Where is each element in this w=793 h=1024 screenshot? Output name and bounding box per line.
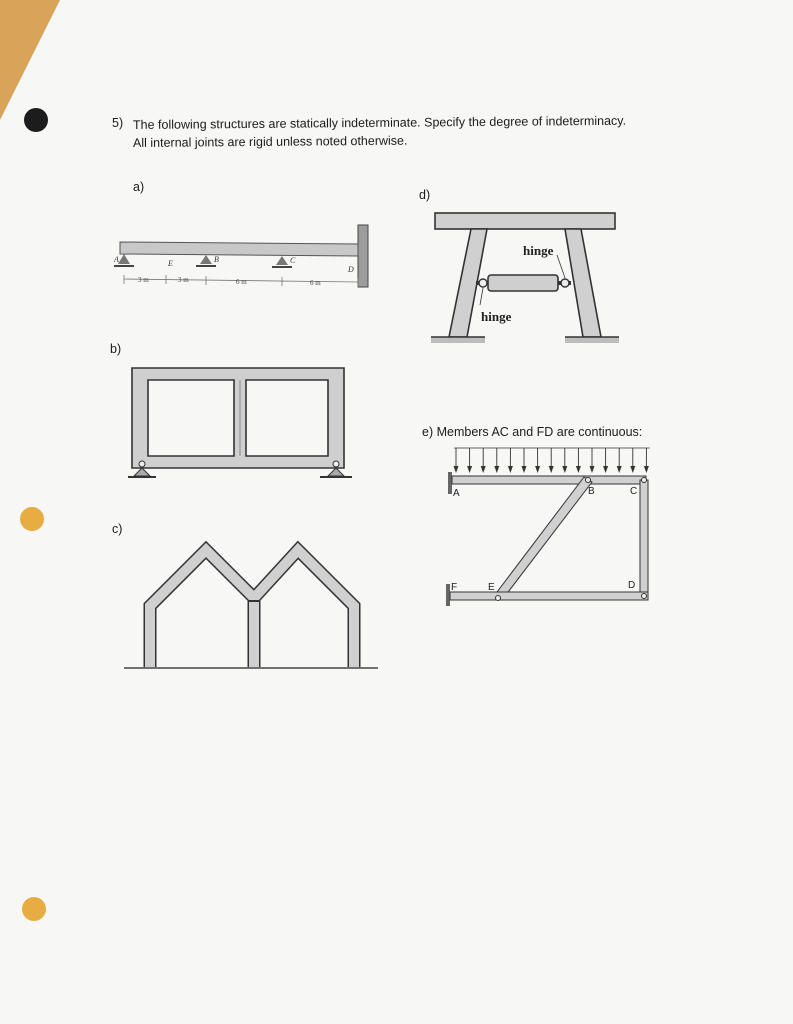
joint-B <box>586 478 591 483</box>
load-arrowhead <box>562 466 567 473</box>
support-B <box>196 255 216 266</box>
load-arrowhead <box>590 466 595 473</box>
load-arrowhead <box>576 466 581 473</box>
point-E-label: E <box>168 259 173 268</box>
point-B-label: B <box>214 255 219 264</box>
dim-3: 6 m <box>236 278 247 286</box>
joint-C <box>642 478 647 483</box>
joint-E <box>496 596 501 601</box>
dim-1: 3 m <box>138 276 149 284</box>
joint-D <box>642 594 647 599</box>
question-line-2: All internal joints are rigid unless noted otherwise. <box>132 133 408 150</box>
question-line-1: The following structures are statically indeterminate. Specify the degree of indeterminacy. <box>132 113 627 132</box>
point-E-label: E <box>488 582 495 593</box>
support-C <box>272 256 292 267</box>
part-c-label: c) <box>112 522 123 536</box>
part-d-label: d) <box>419 188 431 202</box>
load-arrowhead <box>549 466 554 473</box>
load-arrowhead <box>494 466 499 473</box>
point-A-label: A <box>114 255 119 264</box>
point-A-label: A <box>453 488 460 499</box>
punch-hole-bottom <box>22 897 46 921</box>
hinge-right <box>561 279 569 287</box>
question-number: 5) <box>112 116 124 130</box>
part-a-label: a) <box>133 180 145 194</box>
point-B-label: B <box>588 486 595 497</box>
load-arrowhead <box>481 466 486 473</box>
figure-d-frame <box>425 205 625 355</box>
dim-2: 3 m <box>178 276 189 284</box>
distributed-load <box>454 448 649 473</box>
load-arrowhead <box>454 466 459 473</box>
load-arrowhead <box>617 466 622 473</box>
load-arrowhead <box>522 466 527 473</box>
figure-e-frame <box>440 440 660 615</box>
point-C-label: C <box>630 486 638 497</box>
hinge-left <box>479 279 487 287</box>
punch-hole-top <box>24 108 48 132</box>
point-C-label: C <box>290 256 296 265</box>
point-D-label: D <box>348 265 354 274</box>
point-D-label: D <box>628 580 636 591</box>
figure-a-beam <box>110 220 380 300</box>
load-arrowhead <box>644 466 649 473</box>
load-arrowhead <box>535 466 540 473</box>
load-arrowhead <box>467 466 472 473</box>
dim-4: 6 m <box>310 279 321 287</box>
load-arrowhead <box>603 466 608 473</box>
punch-hole-middle <box>20 507 44 531</box>
load-arrowhead <box>508 466 513 473</box>
point-F-label: F <box>451 582 458 593</box>
figure-b-frame <box>120 360 360 485</box>
hinge-label-bottom: hinge <box>481 309 512 324</box>
part-e-label: e) Members AC and FD are continuous: <box>422 425 643 439</box>
part-b-label: b) <box>110 342 122 356</box>
figure-c-frame <box>120 540 385 675</box>
load-arrowhead <box>630 466 635 473</box>
hinge-label-top: hinge <box>523 243 554 258</box>
